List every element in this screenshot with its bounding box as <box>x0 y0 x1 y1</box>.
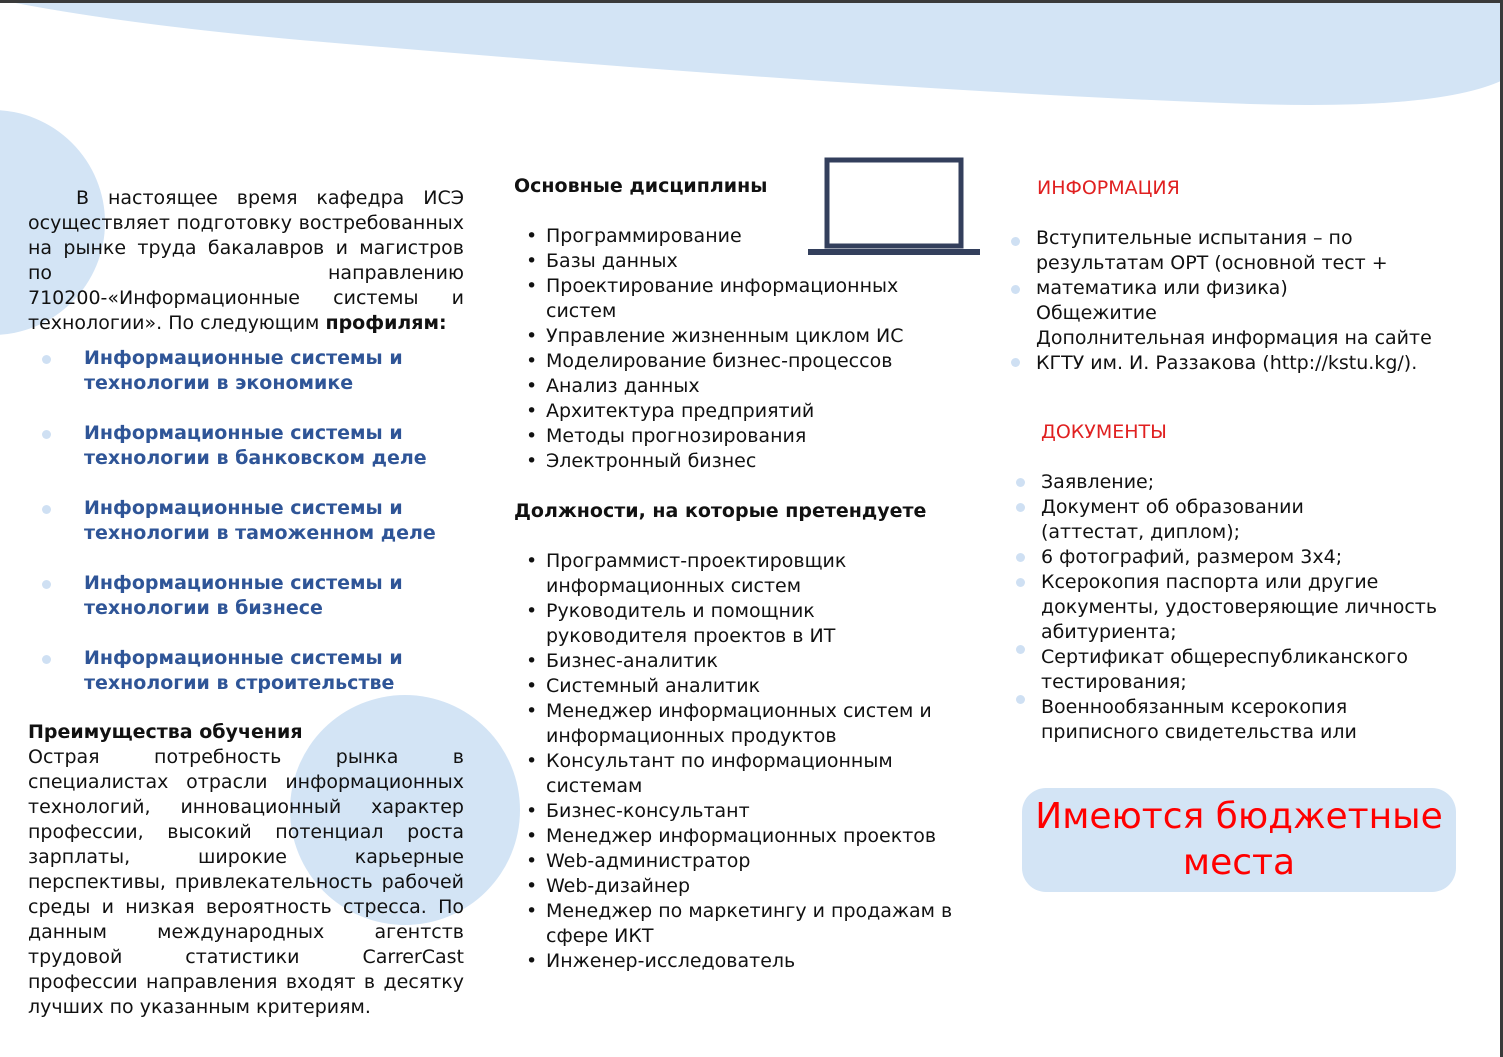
list-item: Ксерокопия паспорта или другие документы, удостоверяющие личность абитуриента; <box>1010 570 1455 645</box>
list-item: Информационные системы и технологии в строительстве <box>28 646 464 696</box>
documents-list <box>1010 470 1455 745</box>
bullet-icon: • <box>526 325 538 347</box>
positions-list <box>514 549 966 974</box>
list-item: • Методы прогнозирования <box>526 425 807 447</box>
bullet-icon: • <box>526 350 538 372</box>
list-item: Военнообязанным ксерокопия приписного свидетельства или <box>1010 695 1401 745</box>
left-column <box>28 186 464 1020</box>
bullet-icon: • <box>526 400 538 422</box>
bullet-icon: • <box>526 450 538 472</box>
list-item: • Руководитель и помощник руководителя проектов в ИТ <box>526 600 836 647</box>
list-item: • Анализ данных <box>526 375 700 397</box>
bullet-icon: • <box>526 250 538 272</box>
intro-emphasis: профилям: <box>325 312 447 334</box>
budget-text: Имеются бюджетные места <box>1035 796 1443 883</box>
bullet-dot-icon <box>1016 503 1025 512</box>
positions-title: Должности, на которые претендуете <box>514 500 927 522</box>
bullet-dot-icon <box>42 355 51 364</box>
bullet-dot-icon <box>1016 578 1025 587</box>
list-item: Документ об образовании (аттестат, диплом); <box>1010 495 1341 545</box>
bullet-icon: • <box>526 950 538 972</box>
list-item: Общежитие <box>1036 302 1157 324</box>
intro-text: В настоящее время кафедра ИСЭ осуществляет подготовку востребованных на рынке труда бакалавров и магистров по направлению 710200-«Информационные системы и технологии». По следующим <box>28 187 464 334</box>
bullet-dot-icon <box>1016 553 1025 562</box>
right-column <box>1010 174 1480 745</box>
middle-column <box>514 174 984 999</box>
bullet-dot-icon <box>42 505 51 514</box>
bullet-dot-icon <box>42 580 51 589</box>
list-item: • Программист-проектировщик информационных систем <box>526 550 847 597</box>
bullet-icon: • <box>526 550 538 572</box>
bullet-icon: • <box>526 675 538 697</box>
top-border <box>0 0 1503 3</box>
list-item: • Базы данных <box>526 250 678 272</box>
list-item: Информационные системы и технологии в таможенном деле <box>28 496 464 546</box>
list-item: • Моделирование бизнес-процессов <box>526 350 893 372</box>
list-item: • Управление жизненным циклом ИС <box>526 325 904 347</box>
list-item: Вступительные испытания – по результатам ОРТ (основной тест + математика или физика) <box>1036 227 1388 299</box>
list-item: Информационные системы и технологии в бизнесе <box>28 571 464 621</box>
disciplines-title: Основные дисциплины <box>514 175 768 197</box>
bullet-icon: • <box>526 225 538 247</box>
list-item: Информационные системы и технологии в экономике <box>28 346 464 396</box>
list-item: • Программирование <box>526 225 742 247</box>
bullet-icon: • <box>526 425 538 447</box>
disciplines-list <box>514 224 984 474</box>
list-item: 6 фотографий, размером 3x4; <box>1010 545 1455 570</box>
bullet-icon: • <box>526 850 538 872</box>
profile-list <box>28 346 464 696</box>
bullet-icon: • <box>526 800 538 822</box>
advantages-title: Преимущества обучения <box>28 721 303 743</box>
bullet-dot-icon <box>1011 285 1020 294</box>
info-title: ИНФОРМАЦИЯ <box>1037 177 1180 199</box>
list-item: • Консультант по информационным системам <box>526 750 893 797</box>
bullet-icon: • <box>526 750 538 772</box>
list-item: • Бизнес-аналитик <box>526 650 718 672</box>
bullet-icon: • <box>526 600 538 622</box>
bullet-icon: • <box>526 275 538 297</box>
documents-title: ДОКУМЕНТЫ <box>1041 421 1167 443</box>
bullet-icon: • <box>526 900 538 922</box>
bullet-dot-icon <box>42 430 51 439</box>
list-item: Дополнительная информация на сайте КГТУ им. И. Раззакова (http://kstu.kg/). <box>1036 327 1432 374</box>
list-item: Заявление; <box>1010 470 1455 495</box>
bullet-icon: • <box>526 375 538 397</box>
list-item: Информационные системы и технологии в банковском деле <box>28 421 464 471</box>
list-item: • Менеджер информационных систем и информационных продуктов <box>526 700 932 747</box>
list-item: • Электронный бизнес <box>526 450 757 472</box>
top-wave-decoration <box>0 0 1503 110</box>
info-list <box>1010 226 1480 376</box>
list-item: • Системный аналитик <box>526 675 761 697</box>
bullet-icon: • <box>526 650 538 672</box>
bullet-icon: • <box>526 825 538 847</box>
bullet-dot-icon <box>1011 237 1020 246</box>
budget-places-banner <box>1022 788 1456 892</box>
bullet-icon: • <box>526 700 538 722</box>
list-item: • Архитектура предприятий <box>526 400 815 422</box>
list-item: • Бизнес-консультант <box>526 800 750 822</box>
list-item: • Менеджер информационных проектов <box>526 825 937 847</box>
bullet-dot-icon <box>1011 358 1020 367</box>
list-item: • Web-администратор <box>526 850 751 872</box>
bullet-dot-icon <box>1016 645 1025 654</box>
list-item: • Проектирование информационных систем <box>526 275 899 322</box>
advantages-text: Острая потребность рынка в специалистах отрасли информационных технологий, инновационный характер профессии, высокий потенциал роста зарплаты, широкие карьерные перспективы, привлекательность рабочей среды и низкая вероятность стресса. По данным международных агентств трудовой статистики CarrerCast профессии направления входят в десятку лучших по указанным критериям. <box>28 746 464 1018</box>
bullet-icon: • <box>526 875 538 897</box>
list-item: • Инженер-исследователь <box>526 950 796 972</box>
bullet-dot-icon <box>1016 478 1025 487</box>
bullet-dot-icon <box>42 655 51 664</box>
list-item: Сертификат общереспубликанского тестирования; <box>1010 645 1441 695</box>
list-item: • Менеджер по маркетингу и продажам в сфере ИКТ <box>526 900 953 947</box>
list-item: • Web-дизайнер <box>526 875 691 897</box>
bullet-dot-icon <box>1016 695 1025 704</box>
intro-paragraph <box>28 186 464 336</box>
